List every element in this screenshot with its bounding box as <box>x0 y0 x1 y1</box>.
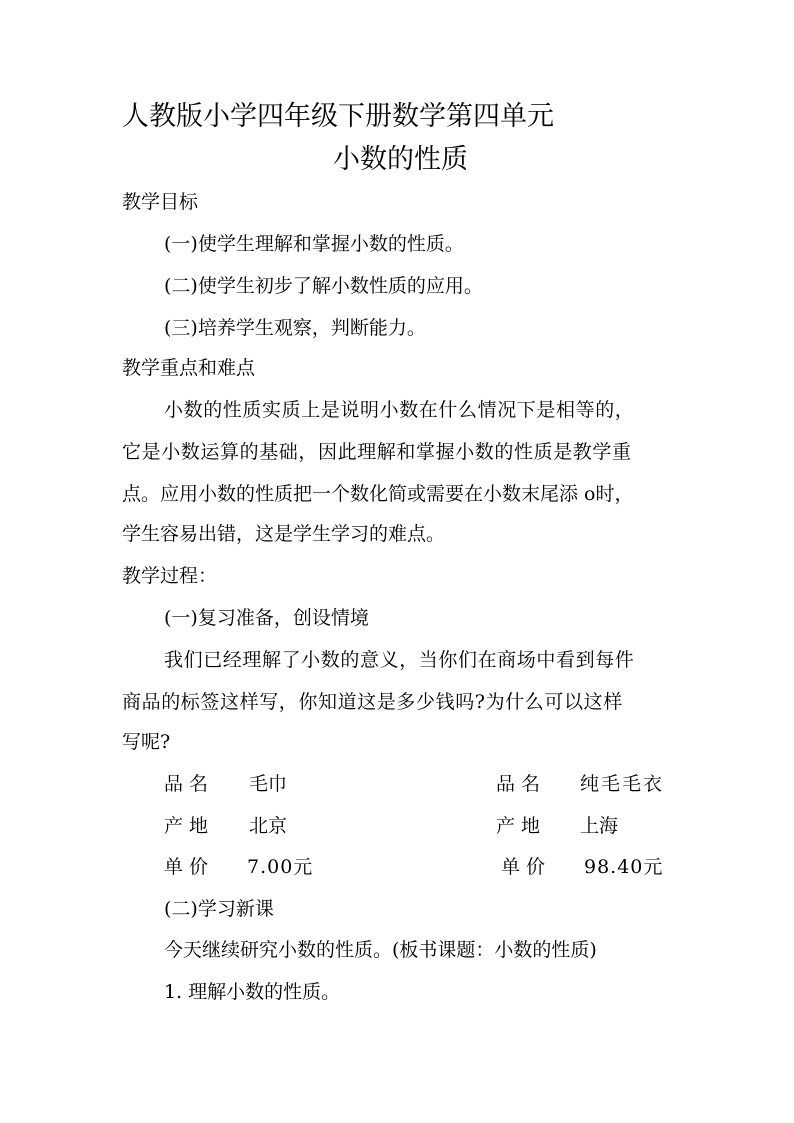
step2-heading: (二)学习新课 <box>164 898 274 920</box>
objective-item: (三)培养学生观察，判断能力。 <box>164 317 426 339</box>
label-price-value: 7.00元 <box>247 856 314 878</box>
step1-paragraph-line: 商品的标签这样写，你知道这是多少钱吗?为什么可以这样 <box>122 691 623 713</box>
document-subtitle: 小数的性质 <box>333 144 468 175</box>
step1-paragraph-line: 写呢? <box>122 731 171 753</box>
objective-item: (二)使学生初步了解小数性质的应用。 <box>164 275 483 297</box>
key-points-paragraph-line: 它是小数运算的基础，因此理解和掌握小数的性质是教学重 <box>122 441 632 463</box>
step2-item: 1. 理解小数的性质。 <box>164 981 341 1003</box>
process-heading: 教学过程： <box>122 565 218 587</box>
label-price-value: 98.40元 <box>584 856 664 878</box>
label-name-value: 纯毛毛衣 <box>580 773 665 795</box>
label-name-key: 品名 <box>496 773 547 795</box>
label-price-key: 单价 <box>164 856 215 878</box>
step2-intro: 今天继续研究小数的性质。(板书课题：小数的性质) <box>164 939 597 961</box>
key-points-paragraph-line: 小数的性质实质上是说明小数在什么情况下是相等的， <box>164 399 635 421</box>
key-points-paragraph-line: 学生容易出错，这是学生学习的难点。 <box>122 523 446 545</box>
label-name-value: 毛巾 <box>249 773 288 795</box>
key-points-paragraph-line: 点。应用小数的性质把一个数化简或需要在小数末尾添 o时， <box>122 483 634 505</box>
label-price-key: 单价 <box>501 856 552 878</box>
objective-item: (一)使学生理解和掌握小数的性质。 <box>164 233 464 255</box>
label-origin-value: 北京 <box>249 815 288 837</box>
label-name-key: 品名 <box>164 773 215 795</box>
document-title: 人教版小学四年级下册数学第四单元 <box>122 101 554 132</box>
label-origin-key: 产地 <box>496 815 547 837</box>
step1-paragraph-line: 我们已经理解了小数的意义，当你们在商场中看到每件 <box>164 649 635 671</box>
label-origin-value: 上海 <box>580 815 619 837</box>
label-origin-key: 产地 <box>164 815 215 837</box>
key-points-heading: 教学重点和难点 <box>122 357 256 379</box>
step1-heading: (一)复习准备，创设情境 <box>164 607 369 629</box>
objectives-heading: 教学目标 <box>122 191 199 213</box>
